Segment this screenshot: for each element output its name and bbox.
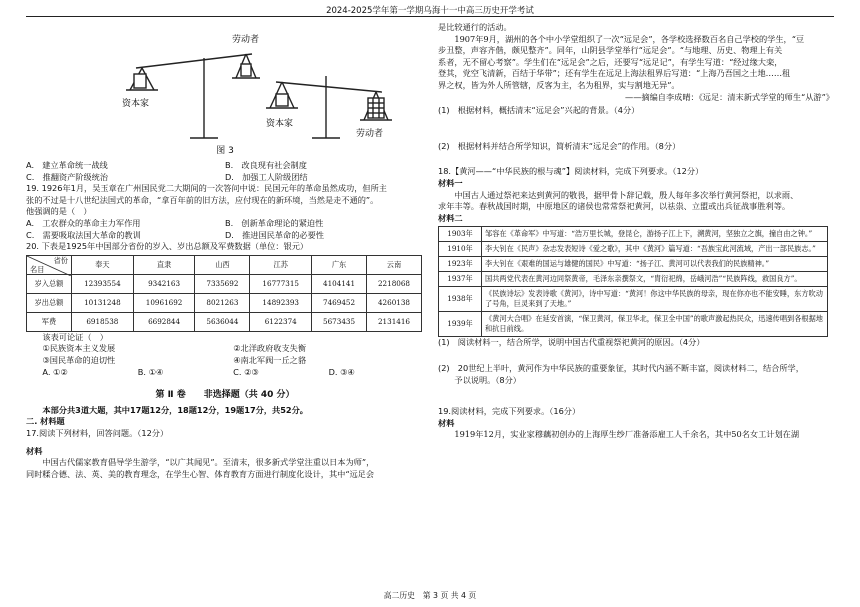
part2-title: 第 Ⅱ 卷 非选择题（共 40 分） bbox=[155, 390, 295, 401]
q17-part-1: (1) 根据材料，概括清末“远足会”兴起的背景。（4分） bbox=[438, 105, 640, 116]
corner-top: 省份 bbox=[53, 255, 68, 265]
event-text: 国共两党代表在黄河边同祭黄帝，毛泽东亲撰祭文，“胄衍祀绵，岳峨河浩”“民族阵线，救国良方”。 bbox=[482, 272, 828, 287]
table-row bbox=[27, 293, 422, 312]
material-label: 材料 bbox=[438, 417, 455, 428]
table-cell: 16777315 bbox=[250, 274, 312, 293]
q19-option-b: B. 创新革命理论的紧迫性 bbox=[225, 217, 324, 228]
material-1-line: 求年丰等。春秋战国时期，中原地区的诸侯也常常祭祀黄河，以祛祟、立盟或出兵征战事胜利等。 bbox=[438, 201, 791, 212]
table-cell: 12393554 bbox=[72, 274, 134, 293]
balance-scales-illustration bbox=[26, 22, 424, 146]
table-cell: 5673435 bbox=[312, 312, 367, 331]
province-header: 奉天 bbox=[72, 255, 134, 274]
material-line: 步丑整，声容齐偕，颇见整齐”。同年，山阴县学堂举行“远足会”。“与地理、历史、物理上有关 bbox=[438, 45, 783, 56]
material-1-line: 中国古人通过祭祀来达到黄河的敬畏，据甲骨卜辞记载，殷人每年多次举行黄河祭祀，以求雨、 bbox=[454, 189, 799, 200]
province-header: 江苏 bbox=[250, 255, 312, 274]
material-line: 界之权，皆为外人所管辖，反客为主，名为租界，实与割地无异”。 bbox=[438, 79, 680, 90]
left-column bbox=[26, 22, 424, 480]
row-name: 岁出总额 bbox=[27, 293, 72, 312]
event-text: 《黄河大合唱》在延安首演，“保卫黄河，保卫华北，保卫全中国”的歌声激起热民众，迅速传唱到各根据地和抗日前线。 bbox=[482, 312, 828, 337]
q20-stem: 20. 下表是1925年中国部分省份的岁入、岁出总额及军费数据（单位：银元） bbox=[26, 241, 309, 252]
page-footer: 高二历史 第 3 页 共 4 页 bbox=[383, 591, 477, 600]
event-text: 邹容在《革命军》中写道：“浩万里长城，登昆仑，游扬子江上下，溯黄河，坚独立之旗，撞自由之钟。” bbox=[482, 227, 828, 242]
table-cell: 6918538 bbox=[72, 312, 134, 331]
q19-option-c: C. 需要吸取法国大革命的教训 bbox=[26, 229, 141, 240]
table-cell: 6122374 bbox=[250, 312, 312, 331]
event-year: 1938年 bbox=[439, 287, 482, 312]
table-cell: 7469452 bbox=[312, 293, 367, 312]
q19-stem-3: 他强调的是（ ） bbox=[26, 206, 92, 217]
material-label: 材料 bbox=[26, 445, 43, 456]
q20-item-3: ③国民革命的迫切性 bbox=[42, 354, 116, 365]
table-cell: 14892393 bbox=[250, 293, 312, 312]
header-divider bbox=[26, 16, 834, 17]
q20-item-4: ④南北军阀一丘之貉 bbox=[233, 354, 307, 365]
table-header-row bbox=[27, 255, 422, 274]
table-cell: 4260138 bbox=[367, 293, 422, 312]
material-2-label: 材料二 bbox=[438, 212, 463, 223]
event-year: 1903年 bbox=[439, 227, 482, 242]
event-year: 1910年 bbox=[439, 242, 482, 257]
table-cell: 5636044 bbox=[195, 312, 250, 331]
option-d: D. 加强工人阶级团结 bbox=[225, 171, 308, 182]
material-source: ——摘编自李成晴：《远足：清末新式学堂的师生“从游”》 bbox=[625, 91, 834, 102]
table-cell: 2218068 bbox=[367, 274, 422, 293]
table-cell: 9342163 bbox=[133, 274, 195, 293]
q20-option-c: C. ②③ bbox=[233, 366, 259, 377]
fig-label-worker-1: 劳动者 bbox=[232, 35, 260, 45]
table-row bbox=[439, 312, 828, 337]
event-year: 1923年 bbox=[439, 257, 482, 272]
row-name: 岁入总额 bbox=[27, 274, 72, 293]
fig-label-worker-2: 劳动者 bbox=[356, 129, 384, 139]
table-row bbox=[439, 242, 828, 257]
event-year: 1937年 bbox=[439, 272, 482, 287]
table-corner-cell bbox=[27, 255, 72, 274]
right-column bbox=[438, 22, 834, 441]
province-header: 云南 bbox=[367, 255, 422, 274]
q19-option-a: A. 工农群众的革命主力军作用 bbox=[26, 217, 141, 228]
province-header: 直隶 bbox=[133, 255, 195, 274]
table-row bbox=[439, 272, 828, 287]
q20-item-2: ②北洋政府收支失衡 bbox=[233, 343, 307, 354]
events-table bbox=[438, 226, 828, 337]
table-cell: 8021263 bbox=[195, 293, 250, 312]
table-cell: 10961692 bbox=[133, 293, 195, 312]
q18-part-1: (1) 阅读材料一，结合所学，说明中国古代重视祭祀黄河的原因。（4分） bbox=[438, 337, 705, 348]
exam-header: 2024-2025学年第一学期乌海十一中高三历史开学考试 bbox=[326, 6, 534, 16]
q18-stem: 18.【黄河——“中华民族的根与魂”】阅读材料，完成下列要求。（12分） bbox=[438, 166, 704, 177]
table-row bbox=[439, 257, 828, 272]
material-line: 系者，无不留心考察”。学生们在“远足会”之后，还要写“远足记”，有学生写道：“经过缘大栾， bbox=[438, 56, 783, 67]
table-cell: 6692844 bbox=[133, 312, 195, 331]
row-name: 军费 bbox=[27, 312, 72, 331]
prev-question-options bbox=[26, 160, 424, 172]
corner-bottom: 名目 bbox=[30, 264, 45, 274]
material-line: 1907年9月，湖州的各个中小学堂组织了一次“远足会”，各学校选择数百名自己学校的学生，“豆 bbox=[454, 33, 805, 44]
q17-material-line-2: 同时糅合德、法、英、美的教育理念，在学生心智、体育教育方面进行制度化设计，其中“远足会 bbox=[26, 468, 375, 479]
q17-part-2: (2) 根据材料并结合所学知识，简析清末“远足会”的作用。（8分） bbox=[438, 140, 681, 151]
q18-part-2-line-1: (2) 20世纪上半叶，黄河作为中华民族的重要象征，其时代内涵不断丰富，阅读材料二，结合所学， bbox=[438, 362, 804, 373]
scale-1 bbox=[126, 54, 260, 138]
q20-option-a: A. ①② bbox=[42, 366, 68, 377]
section-heading: 二. 材料题 bbox=[26, 416, 65, 427]
fig-label-capitalist-1: 资本家 bbox=[122, 99, 150, 109]
option-a: A. 建立革命统一战线 bbox=[26, 160, 108, 170]
event-text: 李大钊在《民声》杂志发表短诗《爱之歌》，其中《黄河》篇写道：“吾族宝此河流域，产出一部民族志。” bbox=[482, 242, 828, 257]
q19-stem: 19.阅读材料，完成下列要求。（16分） bbox=[438, 406, 581, 417]
province-header: 广东 bbox=[312, 255, 367, 274]
event-text: 李大钊在《艰难的国运与雄健的国民》中写道：“扬子江、黄河可以代表我们的民族精神。” bbox=[482, 257, 828, 272]
option-c: C. 推翻资产阶级统治 bbox=[26, 171, 109, 182]
material-line: 登其，党空飞清新，百结于华带”；还有学生在远足上海法租界后写道：“上海乃吾国之土地……租 bbox=[438, 68, 791, 79]
material-1-label: 材料一 bbox=[438, 177, 463, 188]
figure-3 bbox=[26, 22, 424, 148]
table-row bbox=[439, 227, 828, 242]
q20-infer: 该表可论证（ ） bbox=[42, 331, 108, 342]
q19-material-line: 1919年12月，实业家穆藕初创办的上海厚生纱厂准备添雇工人千余名，其中50名女工计划在湖 bbox=[454, 429, 800, 440]
q17-material-line-1: 中国古代儒家教育倡导学生游学，“以广其闻见”。至清末，很多新式学堂注重以日本为师”， bbox=[42, 457, 375, 468]
event-year: 1939年 bbox=[439, 312, 482, 337]
q19-stem-2: 张的不过是十八世纪法国式的革命，“拿百年前的旧方法，应付现在的新环境，当然是走不通的”。 bbox=[26, 194, 379, 205]
province-header: 山西 bbox=[195, 255, 250, 274]
table-cell: 7335692 bbox=[195, 274, 250, 293]
table-row bbox=[27, 312, 422, 331]
q17-stem: 17.阅读下列材料，回答问题。（12分） bbox=[26, 427, 169, 438]
part2-intro: 本部分共3道大题，其中17题12分，18题12分，19题17分，共52分。 bbox=[42, 404, 308, 415]
q19-stem-1: 19. 1926年1月，吴玉章在广州国民党二大期间的一次答问中说：民国元年的革命虽然成功，但所主 bbox=[26, 183, 387, 194]
q19-option-d: D. 推进国民革命的必要性 bbox=[225, 229, 324, 240]
table-cell: 4104141 bbox=[312, 274, 367, 293]
table-row bbox=[439, 287, 828, 312]
q20-option-d: D. ③④ bbox=[328, 366, 355, 377]
figure-caption: 图 3 bbox=[216, 146, 234, 156]
q20-table bbox=[26, 255, 422, 332]
option-b: B. 改良现有社会制度 bbox=[225, 160, 307, 170]
continued-text: 是比较通行的活动。 bbox=[438, 22, 512, 32]
table-cell: 2131416 bbox=[367, 312, 422, 331]
q20-item-1: ①民族资本主义发展 bbox=[42, 343, 116, 354]
q20-option-b: B. ①④ bbox=[137, 366, 164, 377]
fig-label-capitalist-2: 资本家 bbox=[266, 119, 294, 129]
q18-part-2-line-2: 予以说明。（8分） bbox=[454, 374, 521, 385]
event-text: 《民族诗坛》发表诗歌《黄河》，诗中写道：“黄河！你这中华民族的母亲，现在你亦也不能安睡，东方吹动了号角，巨灵来到了天地。” bbox=[482, 287, 828, 312]
table-row bbox=[27, 274, 422, 293]
table-cell: 10131248 bbox=[72, 293, 134, 312]
